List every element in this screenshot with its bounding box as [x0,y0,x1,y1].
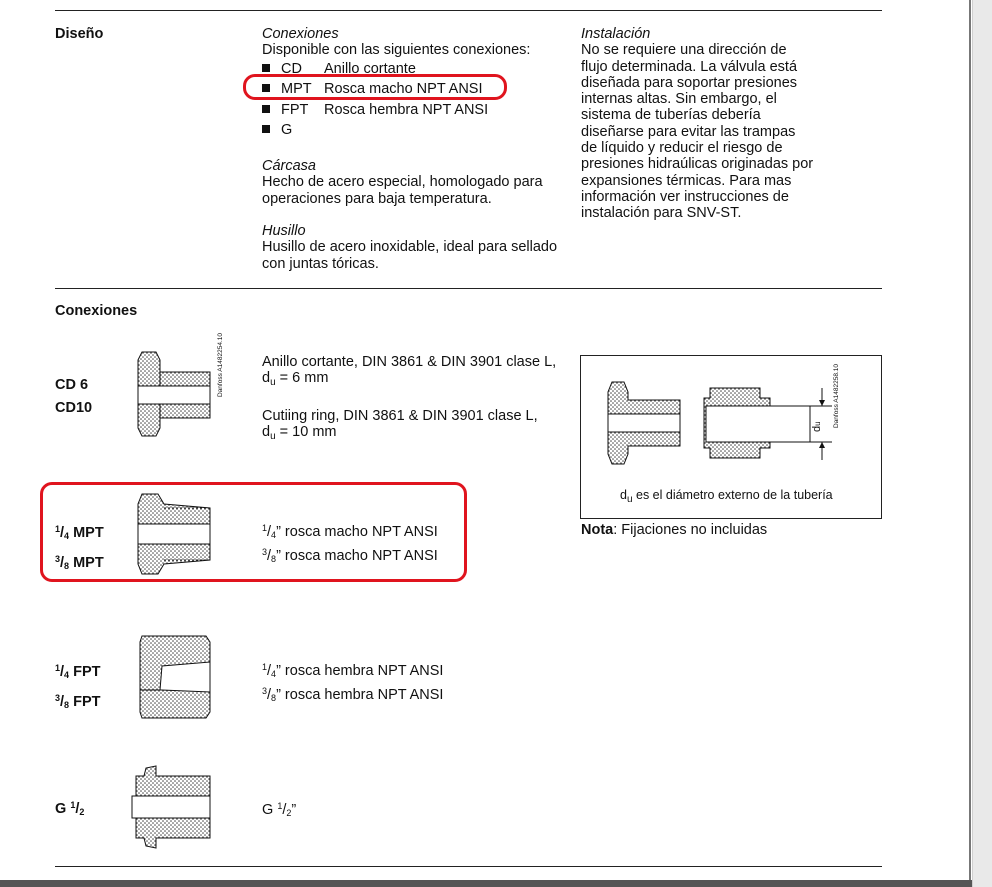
fpt-label: $^1$/4 FPT [55,663,101,680]
mpt-line: $^3$/8” rosca macho NPT ANSI [262,547,438,564]
cd-line: Cutiing ring, DIN 3861 & DIN 3901 clase L, [262,407,538,424]
housing-line: operaciones para baja temperatura. [262,190,492,207]
fpt-line: $^1$/4” rosca hembra NPT ANSI [262,662,444,679]
installation-line: instalación para SNV-ST. [581,205,742,222]
installation-block [581,26,871,222]
fpt-labels [55,657,100,717]
bullet-square-icon [262,105,270,113]
note: Nota: Fijaciones no incluidas [581,522,768,538]
design-heading: Diseño [55,26,104,42]
connection-item-mpt: MPT Rosca macho NPT ANSI [262,79,562,100]
installation-line: presiones hidraúlicas originadas por [581,156,814,173]
fpt-description [262,659,443,707]
g-fitting-drawing [128,762,218,854]
figure-drawing-code: Danfoss A1482258.10 [833,364,840,428]
cd-labels [55,374,92,420]
spindle-line: Husillo de acero inoxidable, ideal para sellado [262,239,558,256]
connection-item-cd: CD Anillo cortante [262,59,562,80]
cd-du-line: $d_u = 10$ mm [262,423,337,442]
bullet-square-icon [262,125,270,133]
connection-item-g: G [262,120,562,141]
fpt-fitting-drawing [136,632,216,724]
vertical-scrollbar[interactable] [972,0,992,887]
spindle-line: con juntas tóricas. [262,255,379,272]
connections-title: Conexiones [262,26,339,42]
fpt-line: $^3$/8” rosca hembra NPT ANSI [262,686,444,703]
installation-line: No se requiere una dirección de [581,42,787,59]
bullet-square-icon [262,64,270,72]
fpt-label: $^3$/8 FPT [55,693,101,710]
spindle-title: Husillo [262,223,306,239]
connection-item-fpt: FPT Rosca hembra NPT ANSI [262,100,562,121]
installation-line: sistema de tuberías debería [581,107,761,124]
cd-line: Anillo cortante, DIN 3861 & DIN 3901 clase L, [262,354,557,370]
installation-line: de líquido y reducir el riesgo de [581,140,783,157]
mpt-description [262,520,438,568]
page-bottom-edge [0,880,972,887]
cd-description [262,354,562,445]
g-label: G $^1$/2 [55,800,85,817]
connections-intro: Disponible con las siguientes conexiones: [262,42,531,59]
mpt-line: $^1$/4” rosca macho NPT ANSI [262,523,438,540]
installation-line: información ver instrucciones de [581,188,789,205]
cd-fitting-drawing [130,348,220,440]
installation-line: diseñarse para evitar las trampas [581,123,796,140]
cd-drawing-code: Danfoss A1482254.10 [217,333,224,397]
cd-label: CD 6 [55,377,89,393]
installation-line: expansiones térmicas. Para mas [581,172,792,189]
mpt-labels [55,518,104,578]
spindle-block [262,223,572,272]
housing-block [262,158,562,207]
figure-caption: $d_u$ es el diámetro externo de la tubería [620,488,833,505]
installation-title: Instalación [581,26,651,42]
du-dimension-label: du [811,421,823,432]
top-rule [55,10,882,11]
g-description: G $^1$/2” [262,801,297,818]
fitting-with-pipe-drawing [600,378,840,468]
housing-title: Cárcasa [262,158,316,174]
mpt-highlight-box [243,74,507,100]
mpt-label: $^1$/4 MPT [55,524,104,541]
installation-line: internas altas. Sin embargo, el [581,91,777,108]
cd-du-line: $d_u = 6$ mm [262,370,329,389]
cd-label: CD10 [55,400,93,416]
section-divider [55,288,882,289]
bottom-rule [55,866,882,867]
mpt-fitting-drawing [130,490,220,578]
housing-line: Hecho de acero especial, homologado para [262,174,543,191]
connections-heading: Conexiones [55,303,138,319]
installation-line: flujo determinada. La válvula está [581,58,798,75]
mpt-label: $^3$/8 MPT [55,554,104,571]
installation-line: diseñada para soportar presiones [581,74,798,91]
page-edge [969,0,971,887]
